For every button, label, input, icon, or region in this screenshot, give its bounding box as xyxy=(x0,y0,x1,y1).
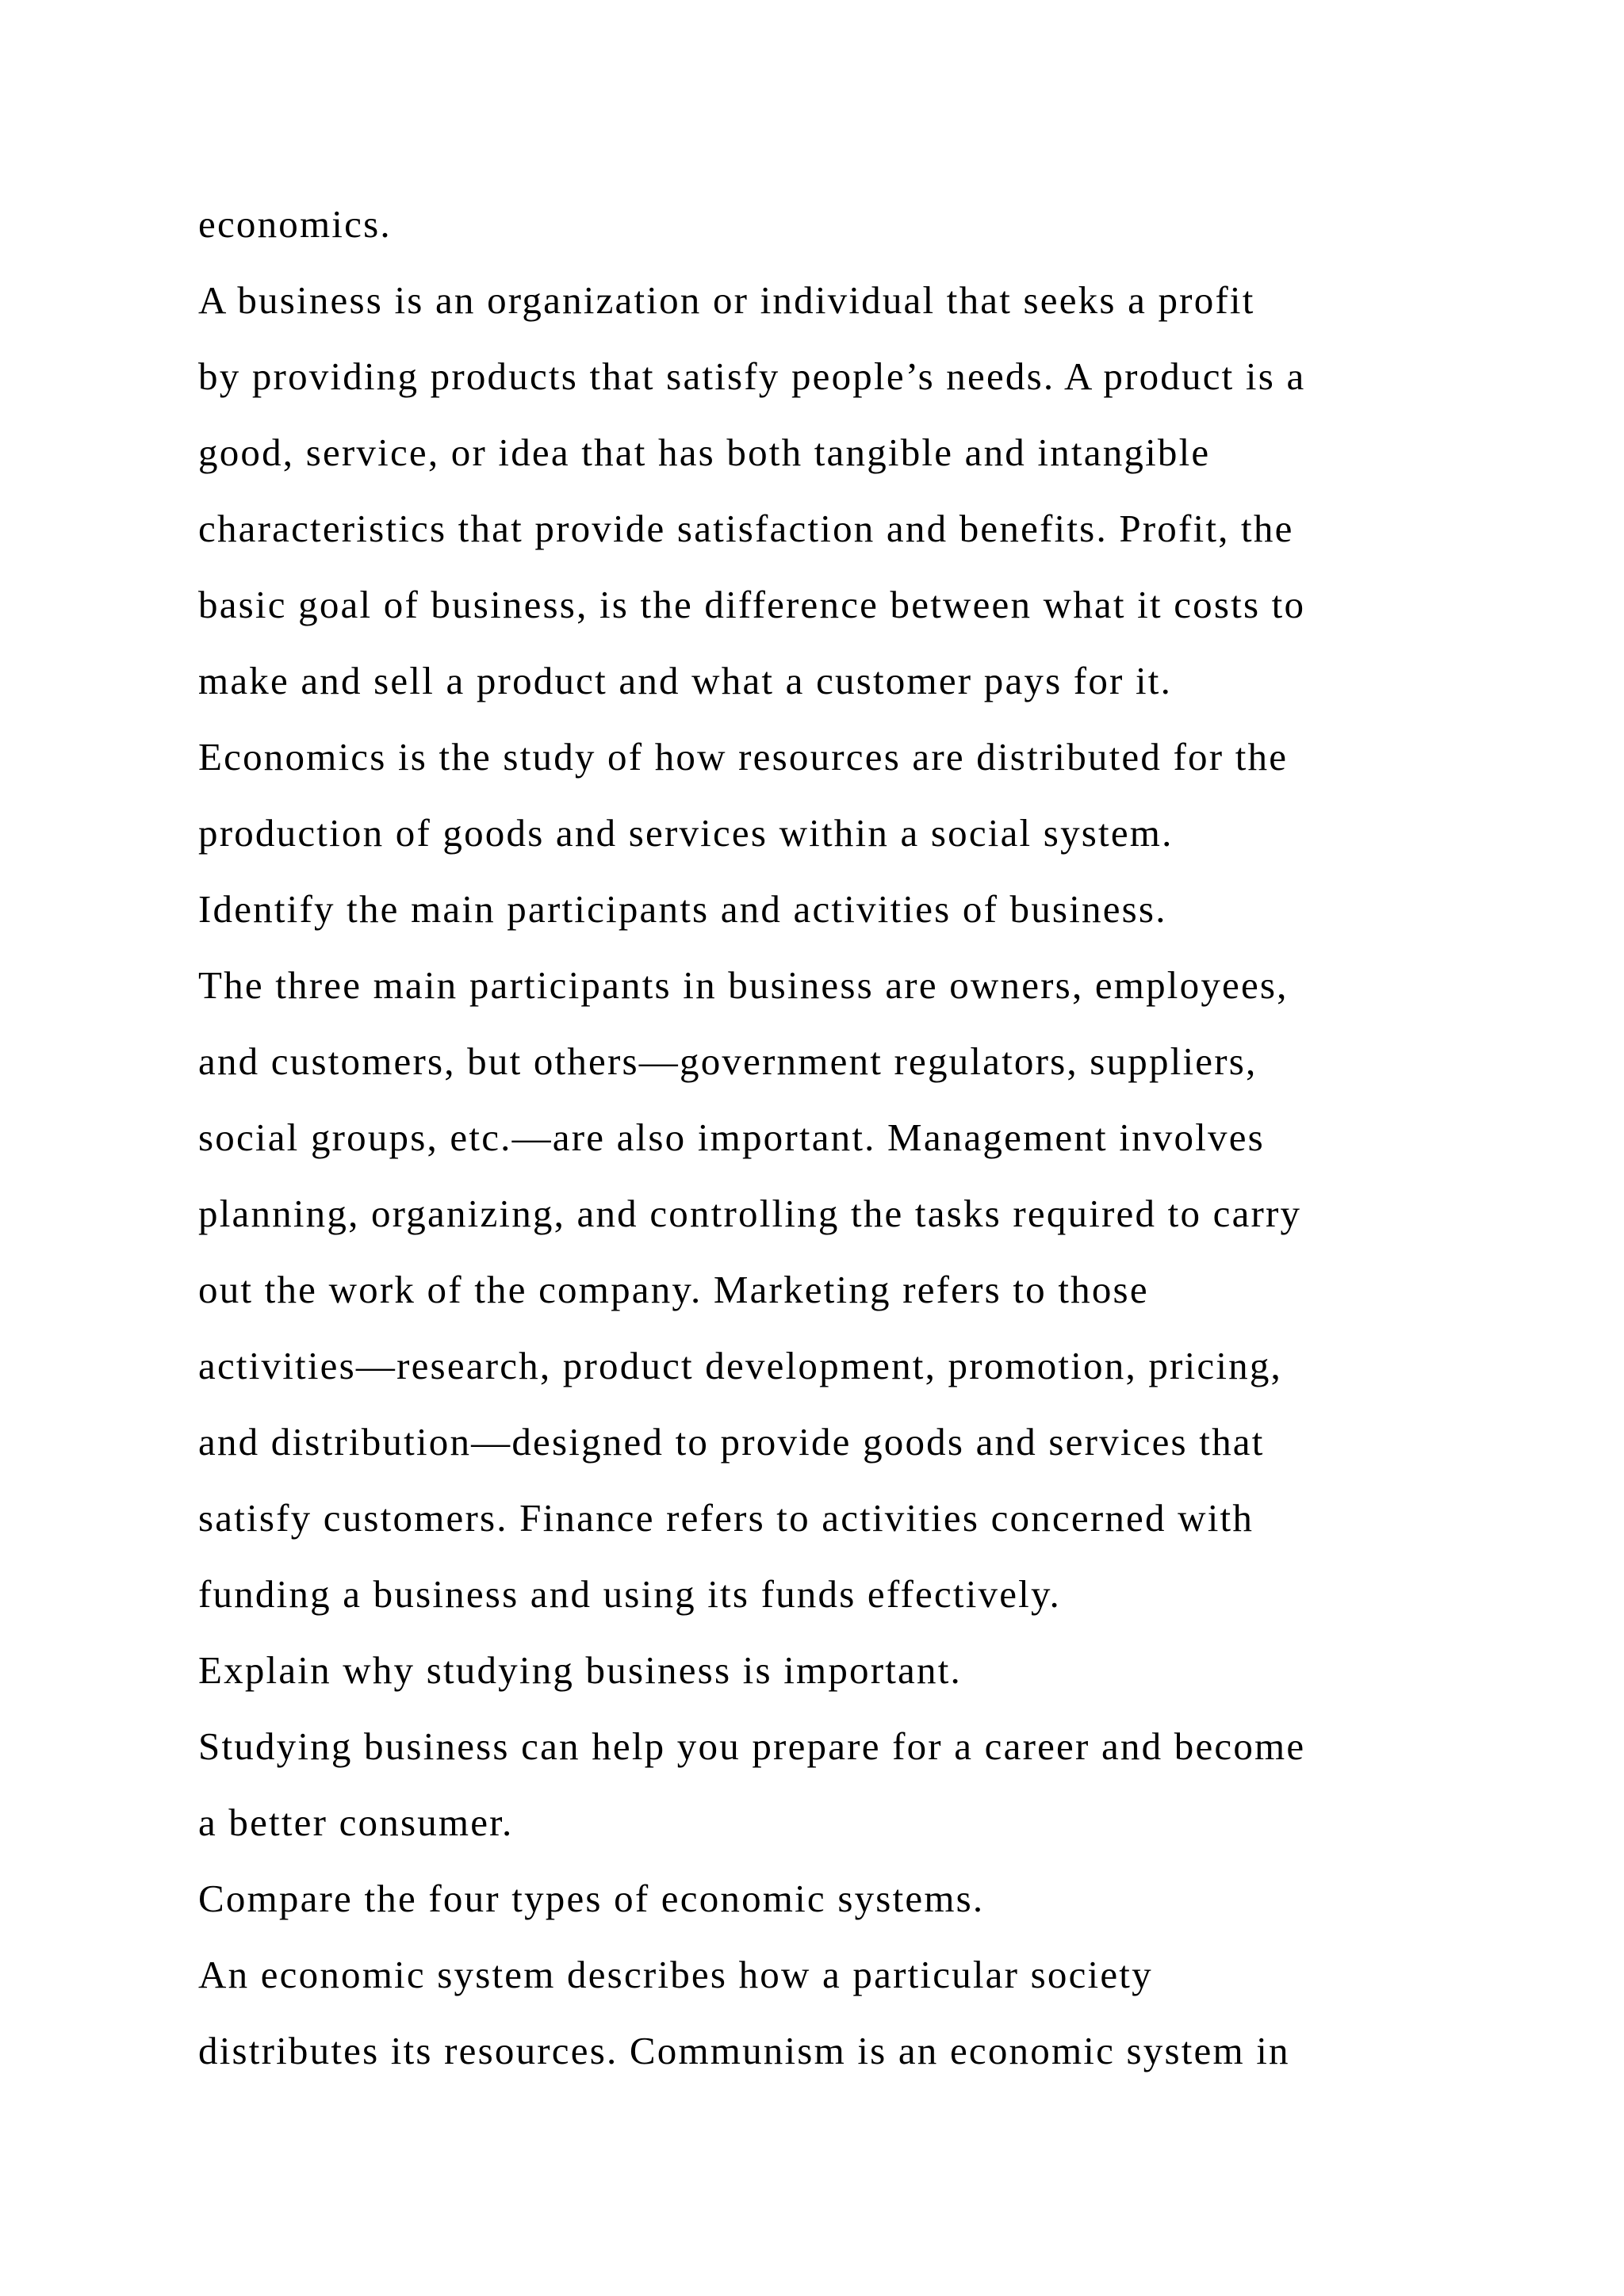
text-line-10: Identify the main participants and activities of business. xyxy=(198,887,1167,931)
text-line-25: distributes its resources. Communism is an economic system in xyxy=(198,2029,1290,2072)
text-line-6: basic goal of business, is the difference between what it costs to xyxy=(198,583,1306,626)
text-line-14: planning, organizing, and controlling the tasks required to carry xyxy=(198,1192,1302,1235)
text-line-16: activities—research, product development, promotion, pricing, xyxy=(198,1344,1282,1387)
text-line-7: make and sell a product and what a customer pays for it. xyxy=(198,659,1173,702)
text-line-1: economics. xyxy=(198,202,392,246)
text-line-23: Compare the four types of economic systems. xyxy=(198,1877,985,1920)
text-line-24: An economic system describes how a particular society xyxy=(198,1953,1153,1996)
text-line-17: and distribution—designed to provide goods and services that xyxy=(198,1420,1265,1464)
text-line-18: satisfy customers. Finance refers to activities concerned with xyxy=(198,1496,1254,1540)
text-line-2: A business is an organization or individual that seeks a profit xyxy=(198,278,1255,322)
text-line-12: and customers, but others—government regulators, suppliers, xyxy=(198,1039,1258,1083)
text-line-19: funding a business and using its funds effectively. xyxy=(198,1572,1061,1616)
text-line-22: a better consumer. xyxy=(198,1800,514,1844)
text-line-4: good, service, or idea that has both tangible and intangible xyxy=(198,430,1211,474)
text-line-5: characteristics that provide satisfaction and benefits. Profit, the xyxy=(198,507,1294,550)
text-line-3: by providing products that satisfy people’s needs. A product is a xyxy=(198,354,1306,398)
text-line-8: Economics is the study of how resources are distributed for the xyxy=(198,735,1289,779)
text-line-20: Explain why studying business is important. xyxy=(198,1648,962,1692)
text-line-13: social groups, etc.—are also important. Management involves xyxy=(198,1115,1265,1159)
text-line-21: Studying business can help you prepare for a career and become xyxy=(198,1724,1306,1768)
text-line-11: The three main participants in business are owners, employees, xyxy=(198,963,1289,1007)
text-line-15: out the work of the company. Marketing refers to those xyxy=(198,1268,1149,1311)
text-line-9: production of goods and services within a social system. xyxy=(198,811,1174,855)
